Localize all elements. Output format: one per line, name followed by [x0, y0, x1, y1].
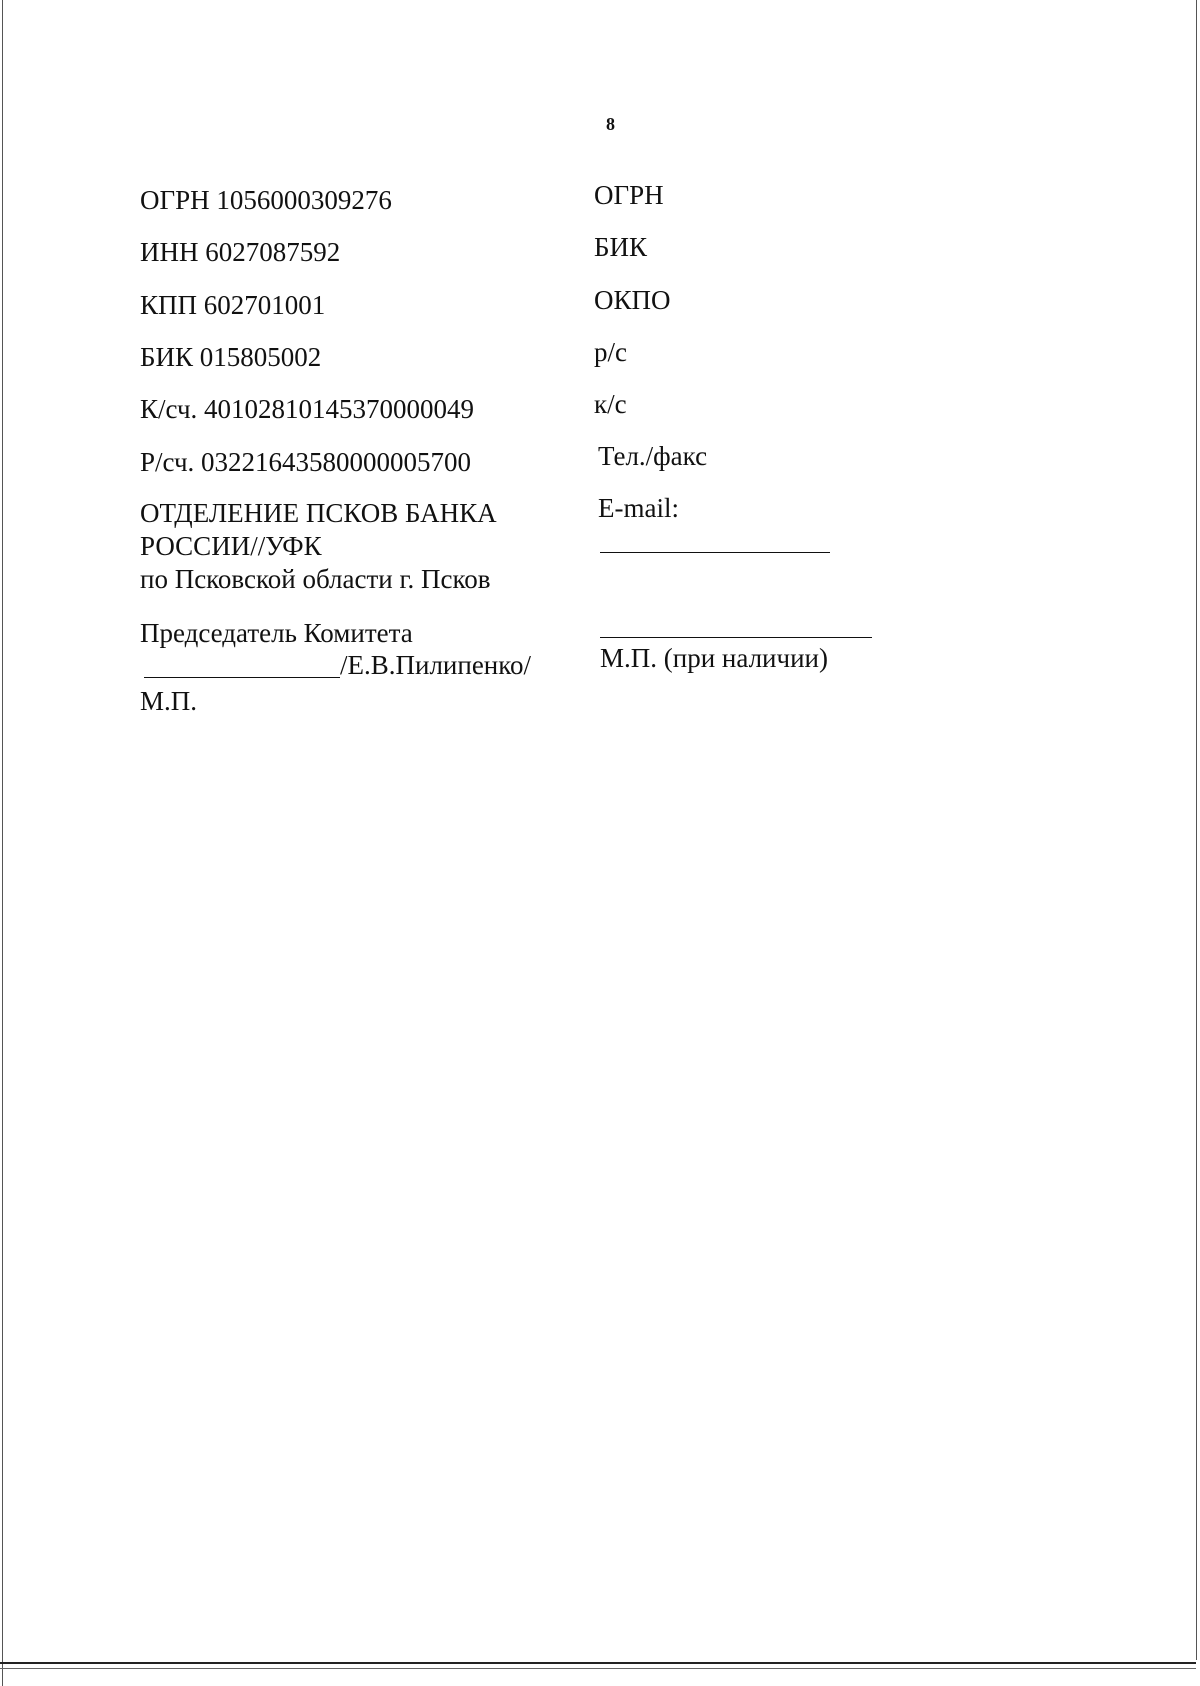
left-correspondent-account: К/сч. 40102810145370000049 [140, 394, 475, 424]
scan-edge-bottom [0, 1662, 1196, 1664]
right-settlement-account: р/с [594, 337, 627, 367]
right-bik: БИК [594, 232, 648, 262]
right-ogrn: ОГРН [594, 180, 664, 210]
right-phone-fax: Тел./факс [598, 441, 708, 471]
left-settlement-account: Р/сч. 03221643580000005700 [140, 447, 472, 477]
left-kpp: КПП 602701001 [140, 290, 326, 320]
left-signer-position: Председатель Комитета [140, 618, 413, 648]
scan-edge-right [1196, 0, 1197, 1660]
left-inn: ИНН 6027087592 [140, 237, 341, 267]
right-stamp-label: М.П. (при наличии) [600, 643, 828, 673]
scan-edge-bottom-secondary [0, 1668, 1196, 1669]
right-correspondent-account: к/с [594, 389, 627, 419]
left-bank-name-line1: ОТДЕЛЕНИЕ ПСКОВ БАНКА [140, 498, 497, 528]
right-email: E-mail: [598, 493, 679, 523]
left-bik: БИК 015805002 [140, 342, 322, 372]
left-signature-line [144, 677, 340, 678]
scan-edge-left [2, 0, 3, 1686]
page-number: 8 [606, 114, 615, 134]
left-stamp-label: М.П. [140, 686, 198, 716]
right-email-line [600, 552, 830, 553]
left-signer-name: /Е.В.Пилипенко/ [340, 650, 532, 680]
right-signature-line [600, 637, 872, 638]
right-okpo: ОКПО [594, 285, 671, 315]
left-bank-name-line2: РОССИИ//УФК [140, 531, 322, 561]
left-bank-name-line3: по Псковской области г. Псков [140, 564, 491, 594]
left-ogrn: ОГРН 1056000309276 [140, 185, 392, 215]
